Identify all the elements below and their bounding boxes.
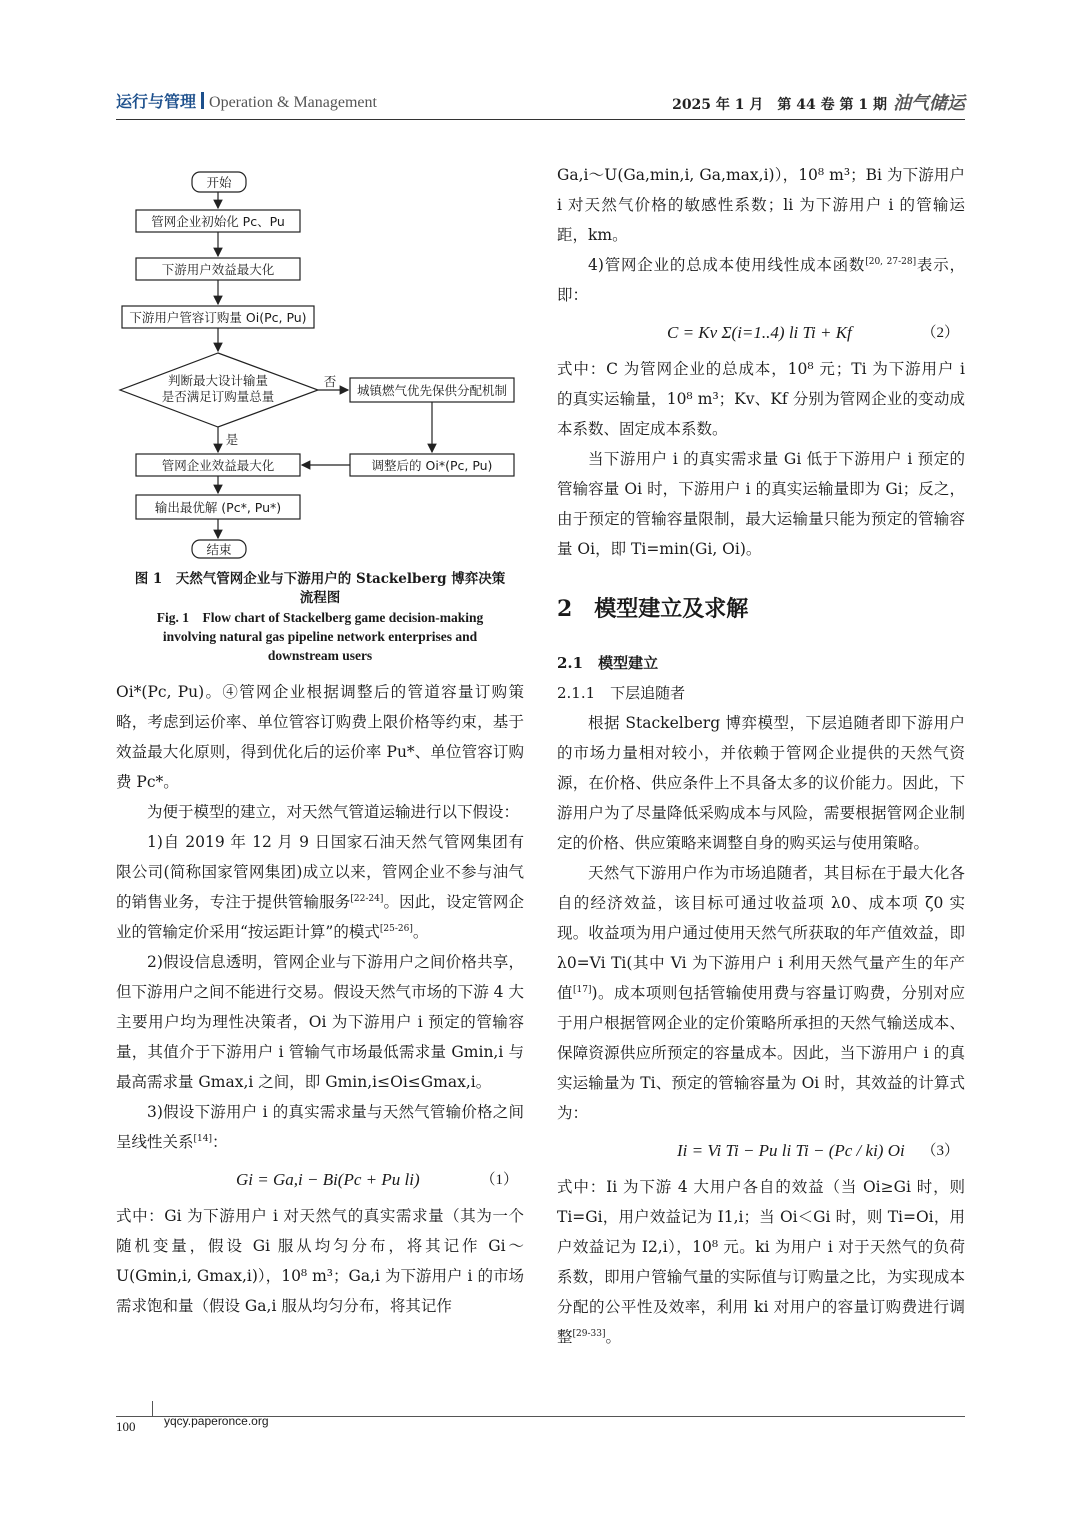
- equation-3: [557, 1128, 965, 1172]
- end-label: 结束: [206, 542, 232, 557]
- paragraph: 式中：C 为管网企业的总成本，10⁸ 元；Ti 为下游用户 i 的真实运输量，10⁸ m³；Kv、Kf 分别为管网企业的变动成本系数、固定成本系数。: [557, 360, 965, 438]
- adjusted-label: 调整后的 Oi*(Pc, Pu): [371, 458, 493, 473]
- paragraph: 根据 Stackelberg 博弈模型，下层追随者即下游用户的市场力量相对较小，并依赖于管网企业提供的天然气资源，在价格、供应条件上不具备太多的议价能力。因此，下游用户为了尽量降低采购成本与风险，需要根据管网企业制定的价格、供应策略来调整自身的购买运与使用策略。: [557, 714, 965, 852]
- paragraph: 式中：Gi 为下游用户 i 对天然气的真实需求量（其为一个随机变量，假设 Gi 服从均匀分布，将其记作 Gi～U(Gmin,i, Gmax,i)），10⁸ m³；Ga,i 为下游用户 i 的市场需求饱和量（假设 Ga,i 服从均匀分布，将其记作: [116, 1207, 524, 1315]
- section-heading: 2 模型建立及求解: [557, 596, 749, 622]
- priority-label: 城镇燃气优先保供分配机制: [356, 383, 507, 398]
- equation-number: （3）: [921, 1143, 959, 1159]
- paragraph: 当下游用户 i 的真实需求量 Gi 低于下游用户 i 预定的管输容量 Oi 时，下游用户 i 的真实运输量即为 Gi；反之，由于预定的管输容量限制，最大运输量只能为预定的管输容量 Oi，即 Ti=min(Gi, Oi)。: [557, 450, 965, 558]
- equation-body: C = Kv Σ(i=1..4) li Ti + Kf: [667, 323, 852, 342]
- paragraph: 式中：Ii 为下游 4 大用户各自的效益（当 Oi≥Gi 时，则 Ti=Gi，用户效益记为 I1,i；当 Oi＜Gi 时，则 Ti=Oi，用户效益记为 I2,i），10⁸ 元。ki 为用户 i 对于天然气的负荷系数，即用户管输气量的实际值与订购量之比，为实现成本分配的公平性及效率，利用 ki 对用户的容量订购费进行调整[29-33]。: [557, 1178, 965, 1346]
- paragraph: 1)自 2019 年 12 月 9 日国家石油天然气管网集团有限公司(简称国家管网集团)成立以来，管网企业不参与油气的销售业务，专注于提供管输服务[22-24]。因此，设定管网企业的管输定价采用“按运距计算”的模式[25-26]。: [116, 833, 524, 941]
- equation-body: Gi = Ga,i − Bi(Pc + Pu li): [236, 1170, 420, 1189]
- journal-url[interactable]: yqcy.paperonce.org: [164, 1414, 269, 1428]
- yes-label: 是: [225, 432, 239, 447]
- paragraph: 天然气下游用户作为市场追随者，其目标在于最大化各自的经济效益，该目标可通过收益项 λ0、成本项 ζ0 实现。收益项为用户通过使用天然气所获取的年产值效益，即 λ0=Vi Ti(其中 Vi 为下游用户 i 利用天然气量产生的年产值[17])。成本项则包括管输使用费与容量订购费，分别对应于用户根据管网企业的定价策略所承担的天然气输送成本、保障资源供应所预定的容量成本。因此，当下游用户 i 的真实运输量为 Ti、预定的管输容量为 Oi 时，其效益的计算式为：: [557, 864, 965, 1122]
- subsection-heading: 2.1 模型建立: [557, 654, 659, 672]
- start-label: 开始: [206, 175, 232, 190]
- category-zh: 运行与管理: [116, 92, 197, 111]
- paragraph: 为便于模型的建立，对天然气管道运输进行以下假设：: [147, 803, 520, 821]
- citation: [17]: [572, 985, 592, 995]
- citation: [20, 27-28]: [865, 257, 917, 267]
- equation-number: （1）: [480, 1172, 518, 1188]
- order-label: 下游用户管容订购量 Oi(Pc, Pu): [129, 310, 307, 325]
- right-column: [557, 160, 965, 1352]
- output-label: 输出最优解 (Pc*, Pu*): [154, 500, 282, 515]
- paragraph: 4)管网企业的总成本使用线性成本函数[20, 27-28]表示，即：: [557, 256, 965, 304]
- caption-en-line1: Fig. 1 Flow chart of Stackelberg game decision-making: [156, 610, 484, 625]
- decision-label-1: 判断最大设计输量: [167, 373, 268, 388]
- equation-1: [116, 1157, 524, 1201]
- header-divider: [201, 92, 204, 109]
- flowchart-figure: [116, 160, 524, 565]
- paragraph: 2)假设信息透明，管网企业与下游用户之间价格共享，但下游用户之间不能进行交易。假设天然气市场的下游 4 大主要用户均为理性决策者，Oi 为下游用户 i 预定的管输容量，其值介于下游用户 i 管输气市场最低需求量 Gmin,i 与最高需求量 Gmax,i 之间，即 Gmin,i≤Oi≤Gmax,i。: [116, 953, 524, 1091]
- section-category: [116, 89, 377, 112]
- network-max-label: 管网企业效益最大化: [161, 458, 275, 473]
- category-en: Operation & Management: [209, 94, 377, 111]
- running-header: [116, 86, 965, 120]
- subsubsection-heading: 2.1.1 下层追随者: [557, 684, 686, 702]
- caption-en-line2: involving natural gas pipeline network enterprises and: [162, 629, 478, 644]
- journal-logo: 油气储运: [893, 93, 965, 114]
- caption-en-line3: downstream users: [267, 648, 373, 663]
- paragraph: Ga,i～U(Ga,min,i, Ga,max,i)），10⁸ m³；Bi 为下游用户 i 对天然气价格的敏感性系数；li 为下游用户 i 的管输运距，km。: [557, 166, 965, 244]
- footer-divider: [152, 1401, 153, 1417]
- citation: [29-33]: [572, 1329, 606, 1339]
- caption-zh-line2: 流程图: [299, 590, 341, 606]
- issue-date: 2025 年 1 月 第 44 卷 第 1 期: [672, 97, 887, 113]
- paragraph: 3)假设下游用户 i 的真实需求量与天然气管输价格之间呈线性关系[14]：: [116, 1103, 524, 1151]
- page-number: 100: [116, 1419, 136, 1434]
- figure-caption: [116, 570, 524, 665]
- init-label: 管网企业初始化 Pc、Pu: [151, 214, 285, 229]
- citation: [14]: [193, 1134, 212, 1144]
- equation-number: （2）: [921, 325, 959, 341]
- decision-label-2: 是否满足订购量总量: [161, 389, 275, 404]
- equation-body: Ii = Vi Ti − Pu li Ti − (Pc / ki) Oi: [677, 1141, 905, 1160]
- issue-info: [672, 89, 965, 115]
- caption-zh-line1: 图 1 天然气管网企业与下游用户的 Stackelberg 博弈决策: [134, 571, 506, 587]
- equation-2: [557, 310, 965, 354]
- paragraph: Oi*(Pc, Pu)。④管网企业根据调整后的管道容量订购策略，考虑到运价率、单位管容订购费上限价格等约束，基于效益最大化原则，得到优化后的运价率 Pu*、单位管容订购费 Pc*。: [116, 683, 524, 791]
- citation: [25-26]: [379, 924, 413, 934]
- left-column: [116, 677, 524, 1321]
- citation: [22-24]: [350, 894, 384, 904]
- page-footer: [116, 1416, 965, 1436]
- downstream-max-label: 下游用户效益最大化: [161, 262, 275, 277]
- no-label: 否: [323, 374, 337, 389]
